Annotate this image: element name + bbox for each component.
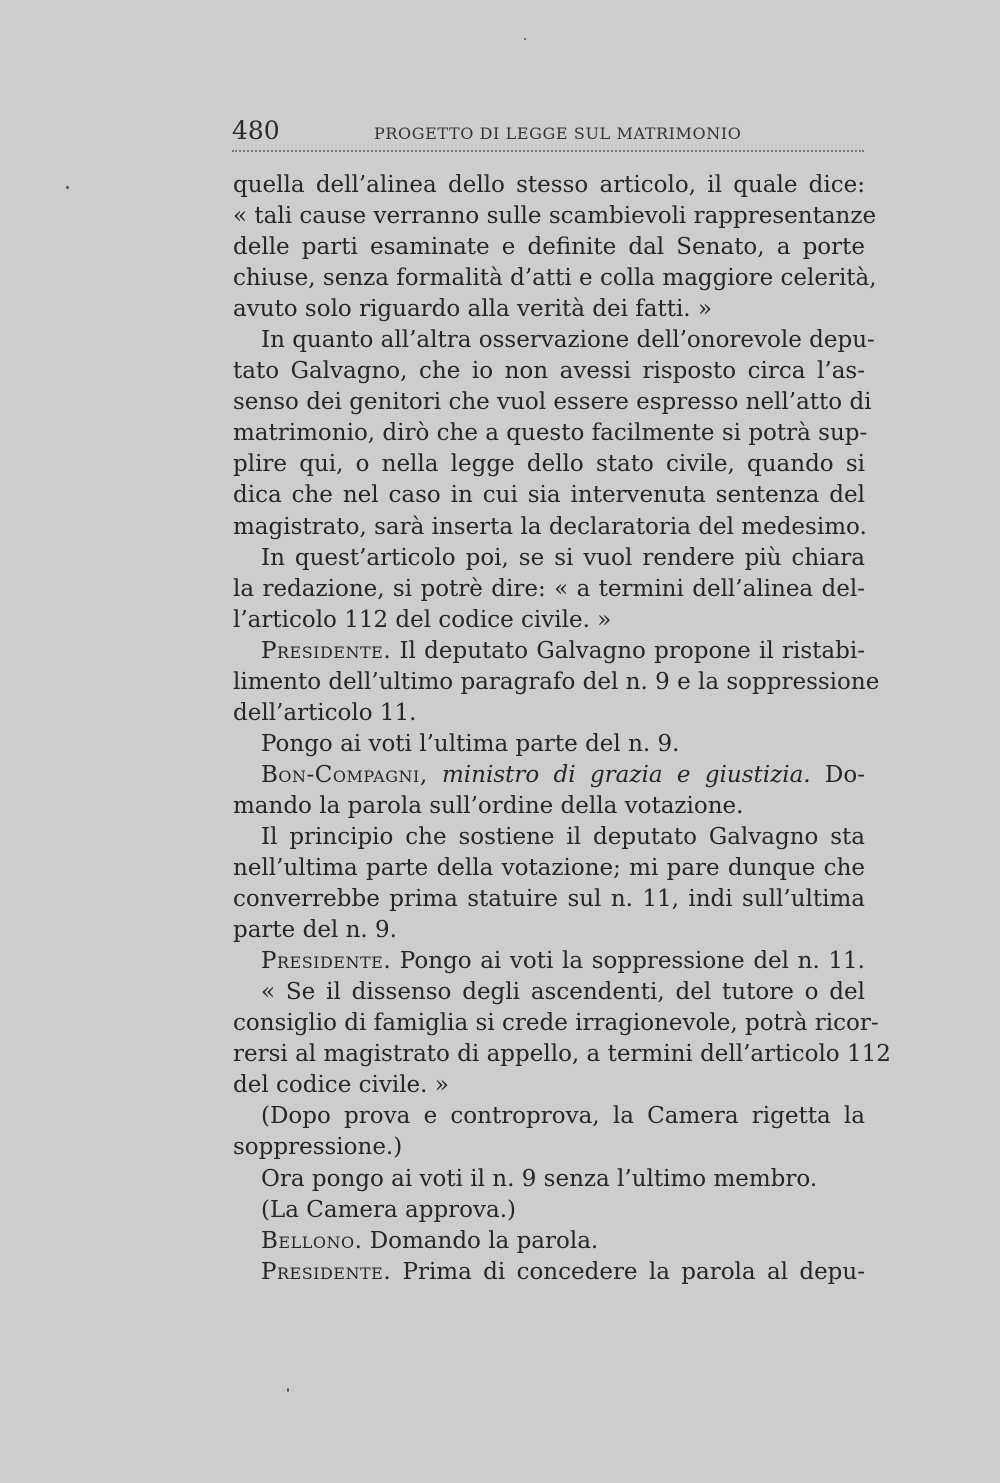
text-line: avuto solo riguardo alla verità dei fatti. »: [233, 296, 712, 323]
speaker-name: Presidente.: [261, 1258, 392, 1285]
speaker-line: [233, 760, 865, 791]
body-text: [233, 170, 891, 1288]
text-line: quella dell’alinea dello stesso articolo, il quale dice:: [233, 172, 865, 198]
text-line: Pongo ai voti l’ultima parte del n. 9.: [261, 730, 680, 757]
speaker-role: ministro di grazia e giustizia.: [427, 761, 811, 788]
text-line: converrebbe prima statuire sul n. 11, indi sull’ultima: [233, 886, 865, 913]
text-line: mando la parola sull’ordine della votazione.: [233, 792, 744, 819]
speech-text: Pongo ai voti la soppressione del n. 11.: [391, 948, 865, 975]
paper-speck: [66, 186, 69, 189]
text-line: matrimonio, dirò che a questo facilmente si potrà sup-: [233, 420, 868, 447]
speaker-name: Bon-Compagni,: [261, 761, 428, 788]
text-line: magistrato, sarà inserta la declaratoria del medesimo.: [233, 513, 867, 540]
text-line: del codice civile. »: [233, 1072, 449, 1099]
paper-speck: [524, 38, 526, 40]
speech-text: Do-: [810, 761, 865, 788]
text-line: plire qui, o nella legge dello stato civile, quando si: [233, 451, 865, 478]
speaker-line: [233, 1257, 865, 1288]
text-line: In quest’articolo poi, se si vuol rendere più chiara: [261, 544, 865, 571]
text-line: (Dopo prova e controprova, la Camera rigetta la: [261, 1103, 865, 1130]
speaker-name: Bellono.: [261, 1227, 363, 1254]
text-line: senso dei genitori che vuol essere espresso nell’atto di: [233, 389, 872, 416]
text-line: chiuse, senza formalità d’atti e colla maggiore celerità,: [233, 265, 877, 292]
text-line: soppressione.): [233, 1134, 403, 1161]
text-line: nell’ultima parte della votazione; mi pare dunque che: [233, 855, 865, 882]
text-line: Il principio che sostiene il deputato Galvagno sta: [261, 823, 865, 850]
text-line: rersi al magistrato di appello, a termini dell’articolo 112: [233, 1041, 891, 1068]
speaker-name: Presidente.: [261, 948, 392, 975]
speaker-line: [233, 1226, 865, 1257]
page-number: 480: [232, 116, 280, 145]
text-line: (La Camera approva.): [261, 1196, 517, 1223]
header-rule: [232, 150, 864, 152]
speaker-line: [233, 946, 865, 977]
text-line: l’articolo 112 del codice civile. »: [233, 606, 612, 633]
speech-text: Domando la parola.: [362, 1227, 599, 1254]
speech-text: Il deputato Galvagno propone il ristabi-: [391, 637, 865, 664]
running-title: PROGETTO DI LEGGE SUL MATRIMONIO: [374, 124, 742, 143]
text-line: delle parti esaminate e definite dal Senato, a porte: [233, 234, 865, 261]
text-line: dica che nel caso in cui sia intervenuta sentenza del: [233, 482, 865, 509]
text-line: consiglio di famiglia si crede irragionevole, potrà ricor-: [233, 1010, 879, 1037]
text-line: Ora pongo ai voti il n. 9 senza l’ultimo membro.: [261, 1165, 818, 1192]
text-line: In quanto all’altra osservazione dell’onorevole depu-: [261, 327, 875, 354]
text-line: « tali cause verranno sulle scambievoli rappresentanze: [233, 203, 877, 230]
text-line: limento dell’ultimo paragrafo del n. 9 e la soppressione: [233, 668, 880, 695]
text-line: dell’articolo 11.: [233, 699, 417, 726]
speaker-line: [233, 636, 865, 667]
speaker-name: Presidente.: [261, 637, 392, 664]
paper-speck: [287, 1388, 289, 1392]
speech-text: Prima di concedere la parola al depu-: [391, 1258, 865, 1285]
text-line: parte del n. 9.: [233, 917, 397, 944]
text-line: la redazione, si potrè dire: « a termini dell’alinea del-: [233, 575, 865, 602]
text-line: tato Galvagno, che io non avessi risposto circa l’as-: [233, 358, 865, 385]
text-line: « Se il dissenso degli ascendenti, del tutore o del: [261, 979, 865, 1006]
page-header: [232, 112, 864, 152]
